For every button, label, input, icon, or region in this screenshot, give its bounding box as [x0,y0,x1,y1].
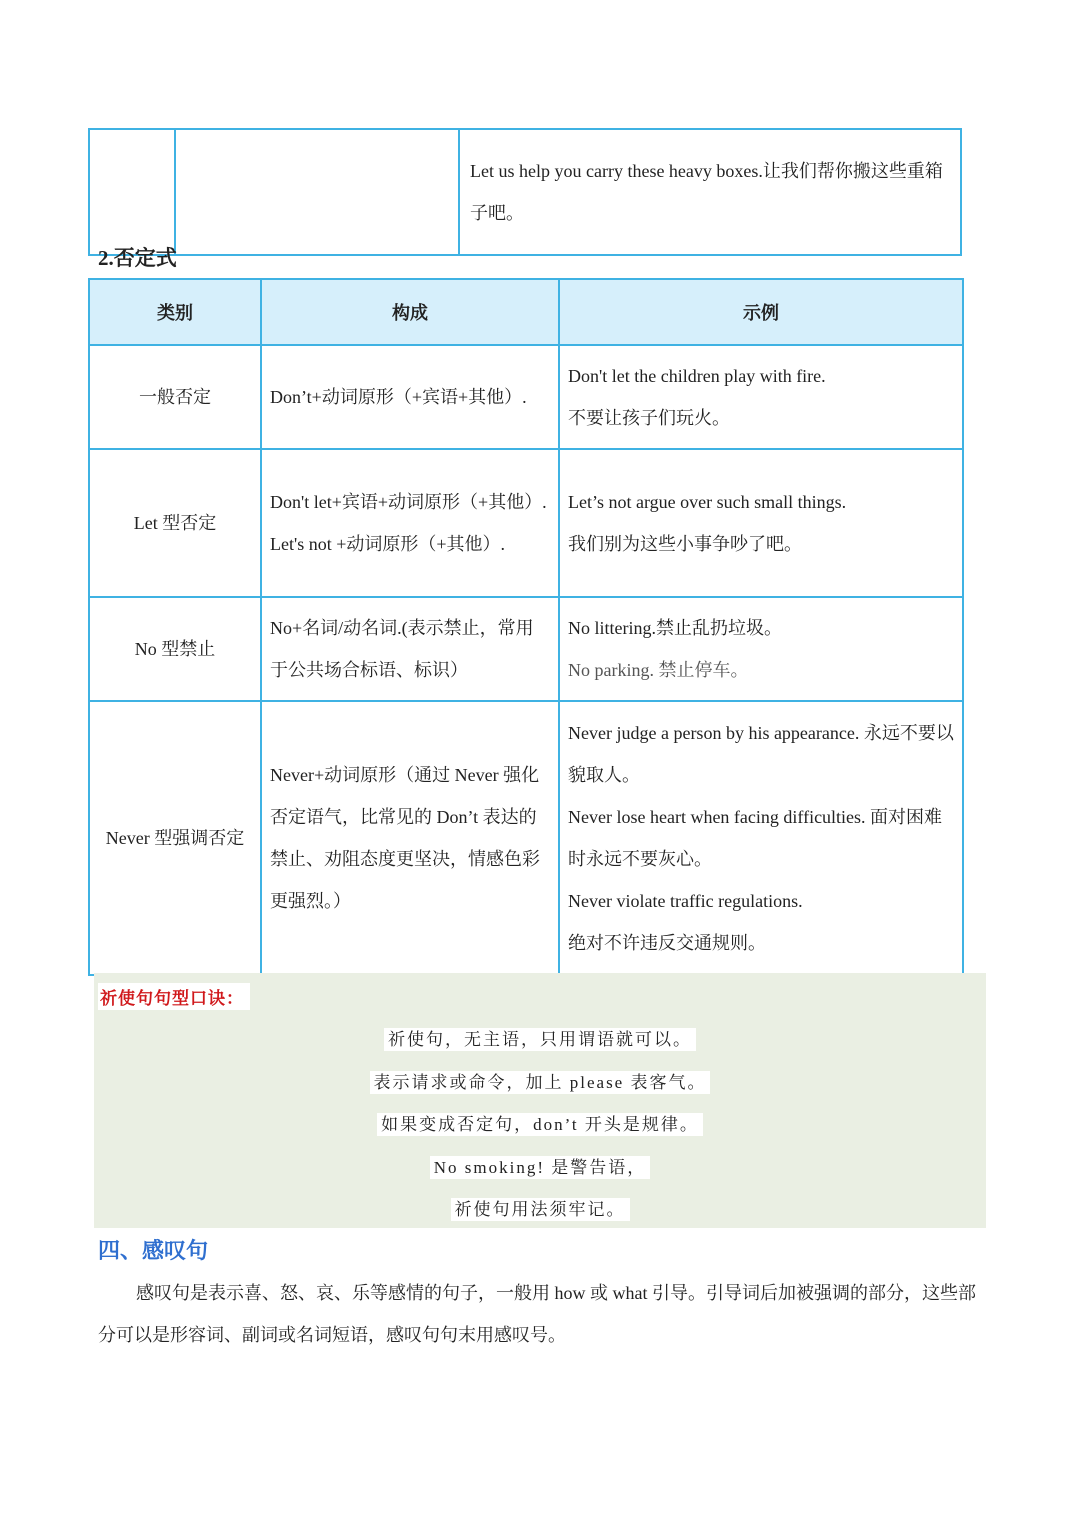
form-line: Never+动词原形（通过 Never 强化否定语气，比常见的 Don’t 表达的禁止、劝阻态度更坚决，情感色彩更强烈。） [270,765,540,911]
form-cell [261,597,559,701]
example-line: Let’s not argue over such small things. [568,492,847,512]
mnemonic-line [94,1195,986,1220]
example-line: Never lose heart when facing difficulties. 面对困难时永远不要灰心。 [568,807,943,869]
mnemonic-box [94,973,986,1228]
mnemonic-line [94,1110,986,1135]
table-row [89,345,963,449]
negative-form-table [88,278,964,976]
example-line: Never violate traffic regulations. [568,891,803,911]
category-cell: Never 型强调否定 [89,701,261,975]
form-line: Don’t+动词原形（+宾语+其他）. [270,387,527,407]
header-category: 类别 [89,279,261,345]
mnemonic-line [94,1153,986,1178]
section-heading-negative: 2.否定式 [98,246,177,270]
mnemonic-text: 表示请求或命令，加上 please 表客气。 [370,1071,711,1094]
category-cell: 一般否定 [89,345,261,449]
table-header-row [89,279,963,345]
example-cell [559,345,963,449]
example-cell [559,597,963,701]
table-cell-empty [89,129,175,255]
form-line: No+名词/动名词.(表示禁止，常用于公共场合标语、标识） [270,618,534,680]
example-line: 绝对不许违反交通规则。 [568,933,766,953]
mnemonic-line [94,1068,986,1093]
header-example: 示例 [559,279,963,345]
example-line: No parking. 禁止停车。 [568,660,749,680]
example-line: Never judge a person by his appearance. 永远不要以貌取人。 [568,723,954,785]
mnemonic-text: 祈使句，无主语，只用谓语就可以。 [384,1028,696,1051]
mnemonic-title: 祈使句句型口诀： [98,983,250,1010]
example-line: No littering.禁止乱扔垃圾。 [568,618,782,638]
example-cell [459,129,961,255]
example-text: Let us help you carry these heavy boxes.让我们帮你搬这些重箱子吧。 [470,161,943,223]
form-line: Don't let+宾语+动词原形（+其他）. [270,492,547,512]
table-cell-empty [175,129,459,255]
section-heading-exclamatory: 四、感叹句 [98,1238,209,1263]
example-cell [559,701,963,975]
section-paragraph: 感叹句是表示喜、怒、哀、乐等感情的句子，一般用 how 或 what 引导。引导词后加被强调的部分，这些部分可以是形容词、副词或名词短语，感叹句句末用感叹号。 [98,1283,976,1345]
category-cell: Let 型否定 [89,449,261,597]
mnemonic-text: 如果变成否定句，don’t 开头是规律。 [377,1113,703,1136]
imperative-table-continued [88,128,962,256]
form-line: Let's not +动词原形（+其他）. [270,534,506,554]
form-cell [261,449,559,597]
example-line: Don't let the children play with fire. [568,366,826,386]
table-row [89,701,963,975]
table-row [89,597,963,701]
table-row [89,449,963,597]
example-cell [559,449,963,597]
header-form: 构成 [261,279,559,345]
category-cell: No 型禁止 [89,597,261,701]
example-line: 不要让孩子们玩火。 [568,408,730,428]
mnemonic-line [94,1025,986,1050]
mnemonic-text: No smoking! 是警告语， [430,1156,651,1179]
mnemonic-text: 祈使句用法须牢记。 [451,1198,630,1221]
form-cell [261,701,559,975]
example-line: 我们别为这些小事争吵了吧。 [568,534,802,554]
form-cell [261,345,559,449]
